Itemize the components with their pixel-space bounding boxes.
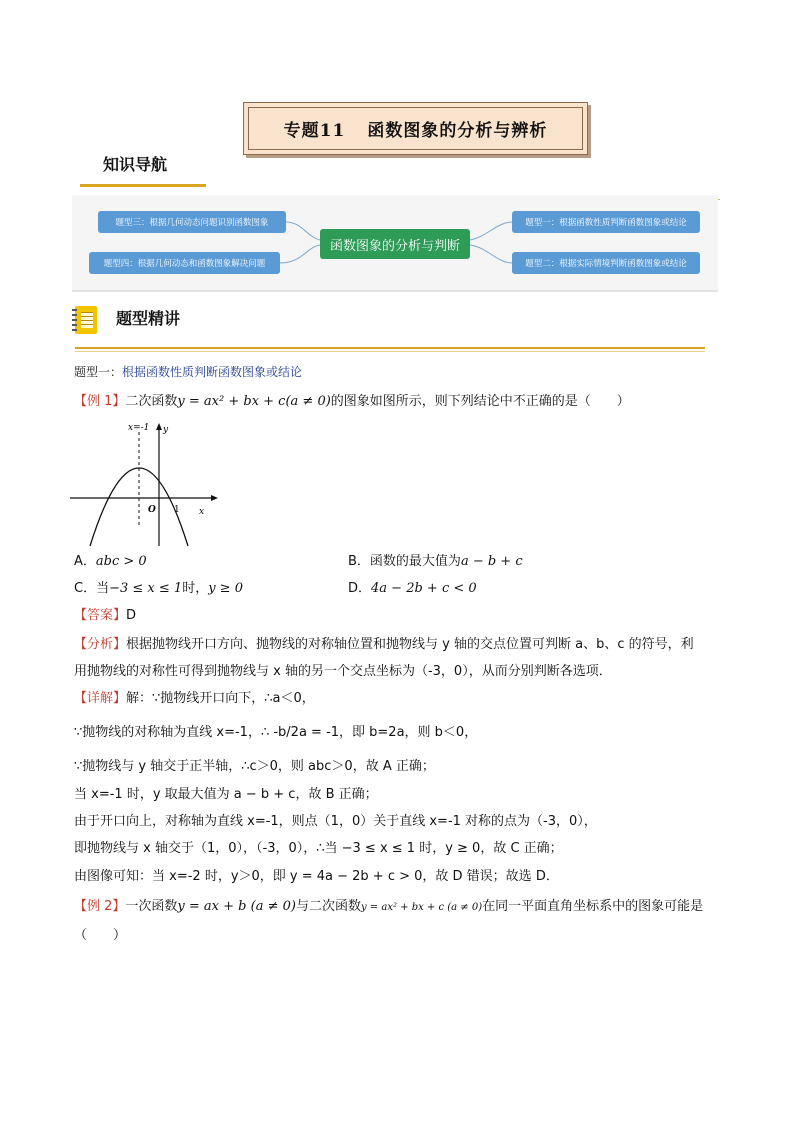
analysis-text-1: 根据抛物线开口方向、抛物线的对称轴位置和抛物线与 y 轴的交点位置可判断 a、b、c 的符号，利 bbox=[126, 637, 694, 652]
one-label: 1 bbox=[174, 505, 180, 515]
option-c bbox=[74, 580, 243, 598]
option-b-text-a: 函数的最大值为 bbox=[369, 554, 461, 569]
knowledge-nav-heading: 知识导航 bbox=[103, 155, 168, 174]
option-b-text-b: a − b + c bbox=[460, 554, 523, 569]
example1-stem-b: 的图象如图所示，则下列结论中不正确的是（ ） bbox=[330, 394, 630, 409]
title-text: 函数图象的分析与辨析 bbox=[367, 121, 548, 141]
heading-rule-thin bbox=[75, 351, 705, 352]
option-c-key: C． bbox=[74, 581, 97, 596]
x-label: x bbox=[199, 507, 205, 517]
example1-stem-a: 二次函数 bbox=[125, 394, 178, 409]
detail-line-5: 由于开口向上，对称轴为直线 x=-1，则点（1，0）关于直线 x=-1 对称的点为（-3，0）， bbox=[74, 814, 597, 829]
mindmap-node-type4: 题型四：根据几何动态和函数图象解决问题 bbox=[89, 252, 280, 274]
example2-tag: 【例 2】 bbox=[74, 899, 126, 914]
type1-label: 题型一： bbox=[74, 365, 123, 379]
title-box bbox=[243, 102, 588, 155]
x-axis-arrow bbox=[211, 495, 218, 501]
example2-paren: （ ） bbox=[74, 928, 127, 943]
mindmap-node-type1: 题型一：根据函数性质判断函数图象或结论 bbox=[512, 211, 700, 233]
option-a bbox=[74, 553, 147, 571]
mindmap-node-type3: 题型三：根据几何动态问题识别函数图象 bbox=[98, 211, 286, 233]
analysis-line-2: 用抛物线的对称性可得到抛物线与 x 轴的另一个交点坐标为（-3，0），从而分别判断各选项． bbox=[74, 664, 612, 679]
option-c-text-a: 当 bbox=[96, 581, 110, 596]
parabola-graph bbox=[68, 420, 218, 548]
example2-text-c: 在同一平面直角坐标系中的图象可能是 bbox=[482, 899, 704, 914]
answer-value: D bbox=[126, 608, 137, 623]
title-number: 专题11 bbox=[283, 121, 346, 141]
detail-line-4: 当 x=-1 时，y 取最大值为 a − b + c，故 B 正确； bbox=[74, 787, 378, 802]
mind-map bbox=[72, 195, 718, 292]
detail-tag: 【详解】 bbox=[74, 691, 127, 706]
type1-text: 根据函数性质判断函数图象或结论 bbox=[122, 365, 303, 379]
answer-tag: 【答案】 bbox=[74, 608, 127, 623]
heading-underline bbox=[80, 184, 206, 187]
option-c-text-c: 时， bbox=[182, 581, 209, 596]
page-title bbox=[248, 107, 583, 150]
y-axis-arrow bbox=[156, 423, 162, 430]
detail-line-2: ∵抛物线的对称轴为直线 x=-1，∴ -b/2a = -1，即 b=2a，则 b＜0， bbox=[74, 725, 478, 740]
option-d-key: D． bbox=[348, 581, 372, 596]
notebook-icon bbox=[75, 306, 97, 334]
mindmap-node-type2: 题型二：根据实际情境判断函数图象或结论 bbox=[512, 252, 700, 274]
detail-text-1: 解：∵抛物线开口向下，∴a＜0， bbox=[126, 691, 315, 706]
option-b bbox=[348, 553, 523, 571]
option-a-text: abc > 0 bbox=[95, 554, 147, 569]
option-d-text: 4a − 2b + c < 0 bbox=[371, 581, 477, 596]
question-types-heading: 题型精讲 bbox=[116, 309, 181, 328]
y-label: y bbox=[163, 425, 169, 435]
example2-text-b: 与二次函数 bbox=[295, 899, 361, 914]
type1-line bbox=[74, 363, 302, 381]
analysis-line-1 bbox=[74, 636, 694, 654]
answer-line bbox=[74, 607, 136, 625]
option-a-key: A． bbox=[74, 554, 96, 569]
option-c-text-d: y ≥ 0 bbox=[208, 581, 243, 596]
heading-rule bbox=[75, 347, 705, 349]
option-d bbox=[348, 580, 477, 598]
option-b-key: B． bbox=[348, 554, 370, 569]
example2-stem bbox=[74, 898, 703, 917]
mindmap-center: 函数图象的分析与判断 bbox=[320, 229, 470, 259]
example2-text-a: 一次函数 bbox=[125, 899, 178, 914]
detail-line-6: 即抛物线与 x 轴交于（1，0），（-3，0），∴当 −3 ≤ x ≤ 1 时，y ≥ 0，故 C 正确； bbox=[74, 841, 563, 856]
example1-tag: 【例 1】 bbox=[74, 394, 126, 409]
axis-line-label: x=-1 bbox=[128, 423, 150, 433]
detail-line-1 bbox=[74, 690, 315, 708]
example2-eq1: y = ax + b (a ≠ 0) bbox=[177, 899, 296, 914]
analysis-tag: 【分析】 bbox=[74, 637, 127, 652]
example1-stem bbox=[74, 393, 630, 411]
origin-label: O bbox=[148, 505, 156, 515]
example1-equation: y = ax² + bx + c(a ≠ 0) bbox=[177, 394, 331, 409]
example2-eq2: y = ax² + bx + c (a ≠ 0) bbox=[360, 902, 483, 913]
detail-line-3: ∵抛物线与 y 轴交于正半轴，∴c＞0，则 abc＞0，故 A 正确； bbox=[74, 759, 435, 774]
option-c-text-b: −3 ≤ x ≤ 1 bbox=[109, 581, 183, 596]
detail-line-7: 由图像可知：当 x=-2 时，y＞0，即 y = 4a − 2b + c > 0，故 D 错误；故选 D． bbox=[74, 869, 559, 884]
